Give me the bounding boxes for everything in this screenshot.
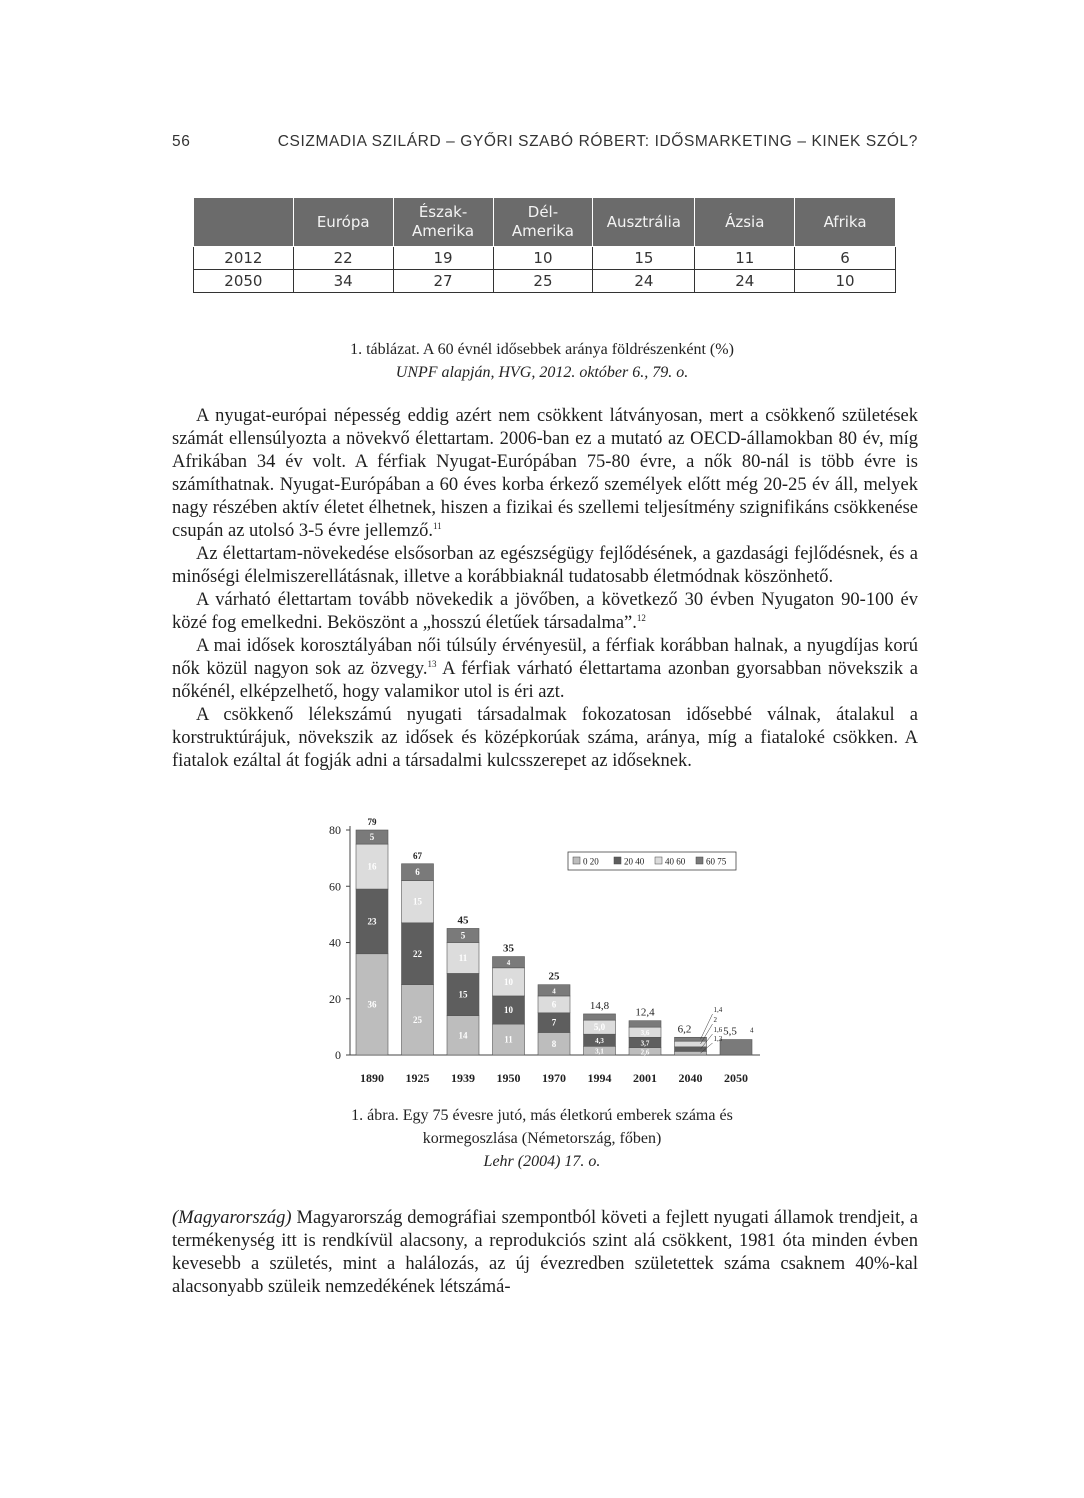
table-cell: 11 [695,247,795,270]
segment-label: 1,4 [713,1006,723,1014]
footnote-ref: 13 [427,659,437,669]
bar-total-label: 5,5 [723,1025,737,1038]
chart-svg [312,808,782,1098]
segment-label: 6 [551,999,557,1010]
paragraph-text: A férfiak várható élettartama azonban gyorsabban növekszik a nőkénél, elképzelhető, hogy valamikor utol is éri azt. [172,659,918,702]
bar-total-label: 25 [548,970,560,983]
legend-swatch [614,857,621,864]
table-cell: 15 [593,247,695,270]
bar-total-label: 79 [367,817,377,827]
paragraph-text: Magyarország demográfiai szempontból követi a fejlett nyugati államok trendjeit, a termékenység itt is rendkívül alacsony, a reprodukciós szint alá csökkent, 1981 óta minden évben kevesebb a születés, mint a halálozás, az új évezredben születettek száma csaknem 40%-kal alacsonyabb szüleik nemzedékének létszámá- [172,1208,918,1297]
final-body-text [172,1207,918,1299]
x-tick-label: 2050 [724,1071,748,1085]
segment-label: 14 [458,1030,468,1041]
table-caption-source: UNPF alapján, HVG, 2012. október 6., 79. o. [395,364,689,381]
x-tick-label: 1994 [587,1071,612,1085]
bar-total-label: 12,4 [635,1006,655,1019]
legend-label: 40 60 [665,856,686,867]
bar-total-label: 45 [457,914,469,927]
segment-label: 23 [367,916,377,927]
table-cell: 24 [593,270,695,293]
bar-total-label: 35 [503,942,514,955]
segment-label: 15 [413,896,422,907]
paragraph-text: Az élettartam-növekedése elsősorban az egészségügy fejlődésének, a gazdasági fejlődésnek, és a minőségi élelmiszerellátásnak, illetve a korábbiaknál tudatosabb életmódnak köszönhető. [172,544,918,587]
paragraph-text: A mai idősek korosztályában női túlsúly érvényesül, a férfiak korábban halnak, a nyugdíjas korú nők közül nagyon sok az özvegy. [172,636,918,679]
table-cell: 34 [293,270,393,293]
figure-caption-title-cont: kormegoszlása (Németország, főben) [422,1130,662,1147]
segment-label: 5 [369,832,375,843]
table-cell: 10 [795,270,896,293]
table-row [194,247,896,270]
page-number: 56 [172,133,191,150]
y-tick-label: 20 [329,991,341,1006]
table-header-cell: Észak-Amerika [393,198,493,247]
segment-label: 36 [367,999,377,1010]
y-tick-label: 80 [329,823,341,837]
segment-label: 1,6 [713,1026,723,1034]
footnote-ref: 11 [432,521,442,531]
x-tick-label: 1890 [360,1071,384,1085]
table-cell: 24 [695,270,795,293]
x-tick-label: 2040 [678,1071,703,1085]
paragraph-text: A várható élettartam tovább növekedik a jövőben, a következő 30 évben Nyugaton 90-100 év közé fog emelkedni. Beköszönt a „hosszú életűek társadalma”. [172,590,918,633]
paragraph-text: A csökkenő lélekszámú nyugati társadalmak fokozatosan idősebbé válnak, átalakul a korstruktúrájuk, növekszik az idősek és középkorúak száma, aránya, míg a fiataloké csökken. A fiatalok ezáltal át fogják adni a társadalmi kulcsszerepet az időseknek. [172,705,918,771]
continent-table [193,197,896,293]
table-row [194,270,896,293]
table-cell: 25 [493,270,593,293]
bar-segment [675,1037,707,1041]
table-cell: 10 [493,247,593,270]
table-header-cell: Ázsia [695,198,795,247]
segment-label: 4 [506,959,511,968]
segment-label: 10 [504,1005,513,1015]
x-tick-label: 1970 [542,1071,566,1085]
segment-label: 7 [551,1017,557,1028]
paragraph [172,704,918,773]
x-tick-label: 2001 [633,1071,657,1085]
table-caption [180,338,904,384]
figure-caption-title: 1. ábra. Egy 75 évesre jutó, más életkorú emberek száma és [351,1107,733,1124]
paragraph [172,543,918,589]
running-title: CSIZMADIA SZILÁRD – GYŐRI SZABÓ RÓBERT: IDŐSMARKETING – KINEK SZÓL? [277,133,918,150]
segment-label: 10 [504,976,513,987]
paragraph [172,1207,918,1299]
table-cell: 2012 [194,247,294,270]
x-tick-label: 1939 [451,1071,475,1085]
table-cell: 2050 [194,270,294,293]
segment-label: 4 [552,987,556,996]
segment-label: 4,3 [595,1037,604,1046]
segment-label: 2 [713,1016,717,1024]
y-tick-label: 40 [329,935,341,950]
legend-swatch [696,857,703,864]
legend-label: 0 20 [583,856,599,867]
y-tick-label: 60 [329,879,341,894]
paragraph-text: A nyugat-európai népesség eddig azért nem csökkent látványosan, mert a csökkenő születések számát ellensúlyozta a növekvő élettartam. 2006-ban ez a mutató az OECD-államokban 80 év, míg Afrikában 34 év volt. A férfiak Nyugat-Európában 75-80 évre, a nők 80-nál is több évre is számíthatnak. Nyugat-Európában a 60 éves korba érkező személyek előtt még 20-25 év áll, melyek nagy részében aktív életet élhetnek, hiszen a fizikai és szellemi teljesítmény szignifikáns csökkenése csupán az utolsó 3-5 évre jellemző. [172,406,918,541]
table-cell: 19 [393,247,493,270]
footnote-ref: 12 [636,613,646,623]
segment-label: 5,0 [593,1022,606,1033]
bar-segment [720,1040,752,1055]
segment-label: 3,6 [640,1029,650,1038]
segment-label: 1,3 [713,1035,723,1043]
segment-label: 11 [458,952,468,963]
segment-label: 16 [367,861,377,872]
paragraph [172,405,918,543]
figure-caption [180,1104,904,1173]
segment-label: 3,1 [595,1047,604,1056]
segment-label: 6 [415,867,420,878]
segment-label: 25 [413,1014,422,1025]
bar-segment [629,1021,661,1027]
segment-label: 15 [458,989,468,1000]
table-header-cell [194,198,294,247]
paragraph [172,635,918,704]
bar-segment [584,1014,616,1020]
segment-label: 5 [460,930,466,941]
segment-label: 11 [504,1034,513,1045]
table-header-cell: Ausztrália [593,198,695,247]
x-tick-label: 1950 [496,1071,521,1085]
table-header-cell: Afrika [795,198,896,247]
bar-total-label: 67 [413,850,422,861]
segment-label: 4 [750,1026,754,1035]
legend-label: 60 75 [706,856,727,867]
segment-label: 22 [413,948,422,959]
table-header-row [194,198,896,247]
legend-swatch [655,857,662,864]
table-cell: 27 [393,270,493,293]
segment-label: 8 [551,1038,557,1049]
table-cell: 6 [795,247,896,270]
table-cell: 22 [293,247,393,270]
age-distribution-chart [312,808,782,1098]
body-text [172,405,918,773]
figure-caption-source: Lehr (2004) 17. o. [483,1153,601,1170]
segment-label: 2,6 [640,1048,650,1057]
bar-total-label: 6,2 [677,1023,692,1036]
bar-total-label: 14,8 [589,999,610,1012]
table-caption-title: 1. táblázat. A 60 évnél idősebbek aránya földrészenként (%) [350,341,734,358]
legend-swatch [573,857,580,864]
segment-label: 3,7 [640,1039,650,1048]
table-header-cell: Európa [293,198,393,247]
paragraph-lead: (Magyarország) [172,1208,292,1228]
x-tick-label: 1925 [405,1071,430,1085]
legend-label: 20 40 [624,856,645,867]
table-header-cell: Dél-Amerika [493,198,593,247]
paragraph [172,589,918,635]
y-tick-label: 0 [335,1048,341,1062]
